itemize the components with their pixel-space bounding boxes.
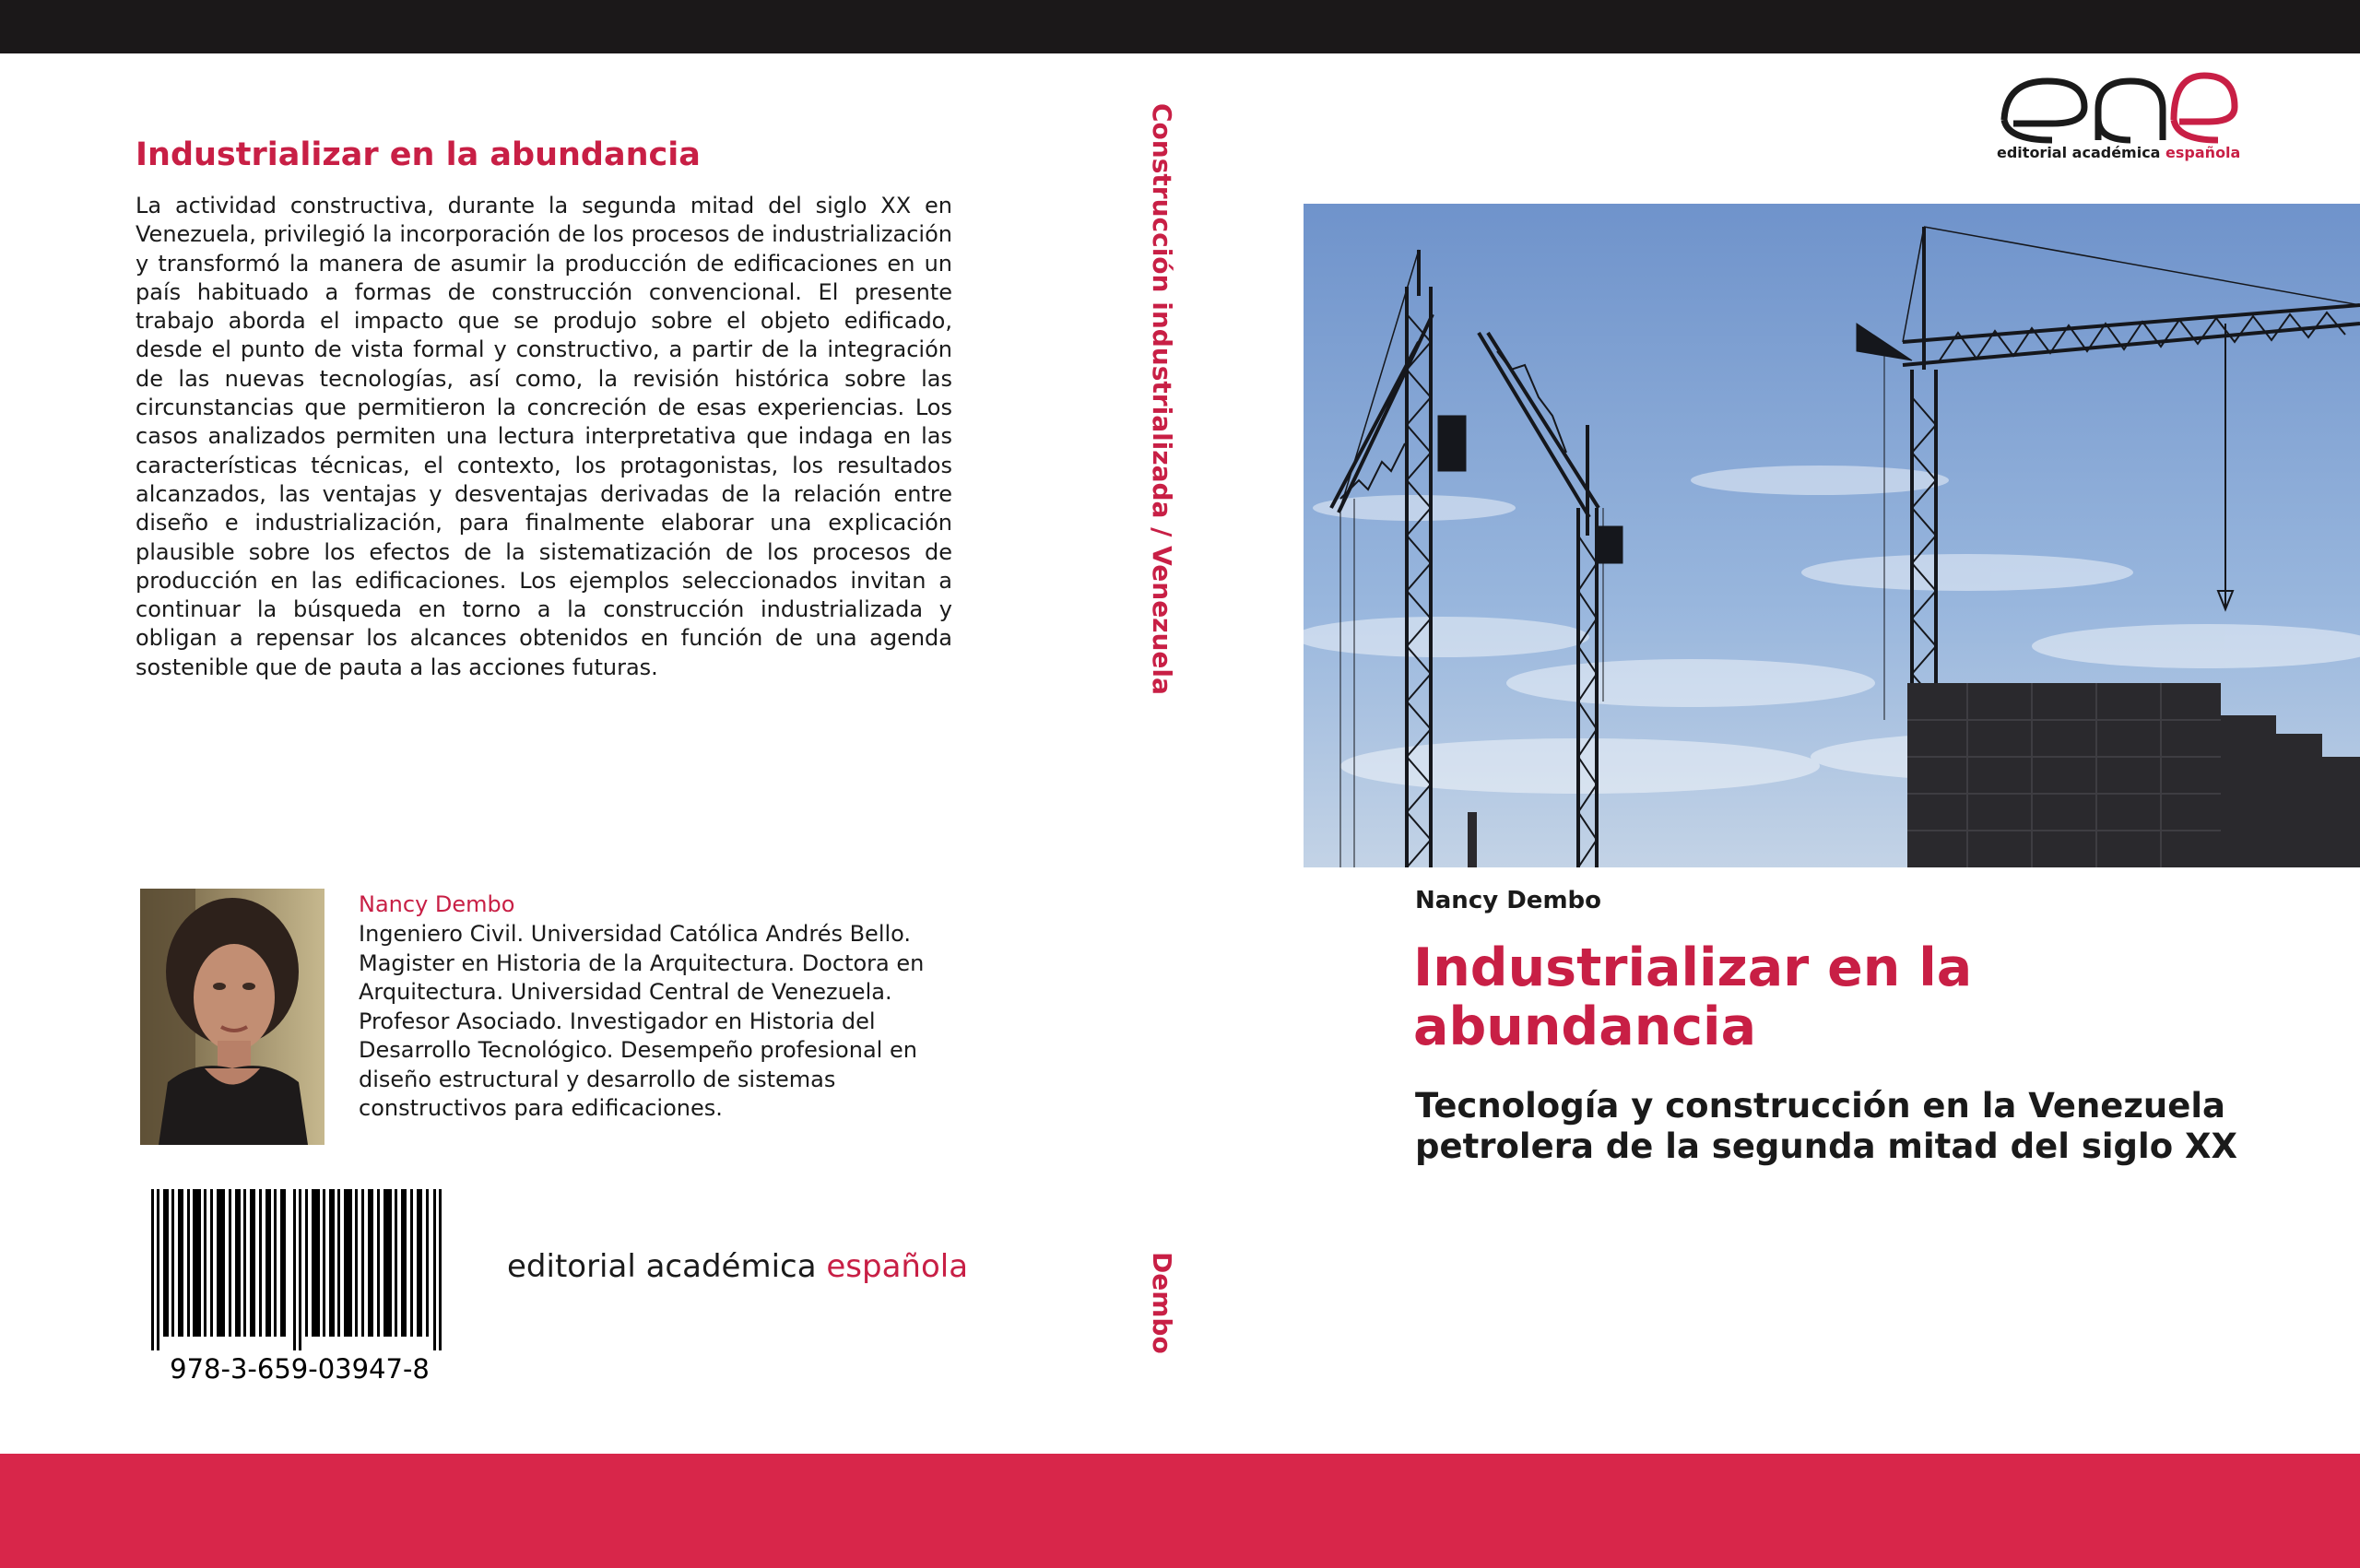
barcode-image — [148, 1189, 452, 1350]
bottom-band — [0, 1454, 2360, 1568]
author-name: Nancy Dembo — [359, 891, 515, 917]
back-cover-blurb: La actividad constructiva, durante la segunda mitad del siglo XX en Venezuela, privilegió la incorporación de los procesos de industrialización y transformó la manera de asumir la producción de edificaciones en un país habituado a formas de construcción convencional. El presente trabajo aborda el impacto que se produjo sobre el objeto edificado, desde el punto de vista formal y constructivo, a partir de la integración de las nuevas tecnologías, así como, la revisión histórica sobre las circunstancias que permitieron la concreción de esas experiencias. Los casos analizados permiten una lectura interpretativa que indaga en las características técnicas, el contexto, los protagonistas, los resultados alcanzados, las ventajas y desventajas derivadas de la relación entre diseño e industrialización, para finalmente elaborar una explicación plausible sobre los efectos de la sistematización de los procesos de producción en las edificaciones. Los ejemplos seleccionados invitan a continuar la búsqueda en torno a la construcción industrializada y obligan a repensar los alcances obtenidos en función de una agenda sostenible que de pauta a las acciones futuras. — [136, 193, 952, 680]
back-publisher-accent: española — [826, 1248, 969, 1285]
isbn-number: 978-3-659-03947-8 — [170, 1353, 430, 1385]
publisher-logo-text — [1997, 144, 2240, 161]
logo-text-main: editorial académica — [1997, 144, 2166, 161]
back-publisher-main: editorial académica — [507, 1248, 827, 1285]
back-publisher-name — [507, 1248, 968, 1285]
front-subtitle: Tecnología y construcción en la Venezuela petrolera de la segunda mitad del siglo XX — [1415, 1086, 2238, 1166]
author-bio: Ingeniero Civil. Universidad Católica Andrés Bello. Magister en Historia de la Arquitectura. Doctora en Arquitectura. Universidad Central de Venezuela. Profesor Asociado. Investigador en Historia del Desarrollo Tecnológico. Desempeño profesional en diseño estructural y desarrollo de sistemas constructivos para edificaciones. — [359, 921, 925, 1121]
spine-author: Dembo — [1147, 1252, 1177, 1354]
spine-title: Construcción industrializada / Venezuela — [1147, 103, 1177, 695]
front-author: Nancy Dembo — [1415, 887, 1602, 914]
construction-cranes-image — [1304, 204, 2360, 867]
cover-photo — [1304, 204, 2360, 867]
back-cover-title: Industrializar en la abundancia — [136, 136, 701, 173]
top-band — [0, 0, 2360, 53]
front-title: Industrializar en la abundancia — [1413, 937, 1973, 1057]
author-portrait-image — [140, 889, 324, 1145]
logo-text-accent: española — [2165, 144, 2241, 161]
author-photo — [140, 889, 324, 1145]
